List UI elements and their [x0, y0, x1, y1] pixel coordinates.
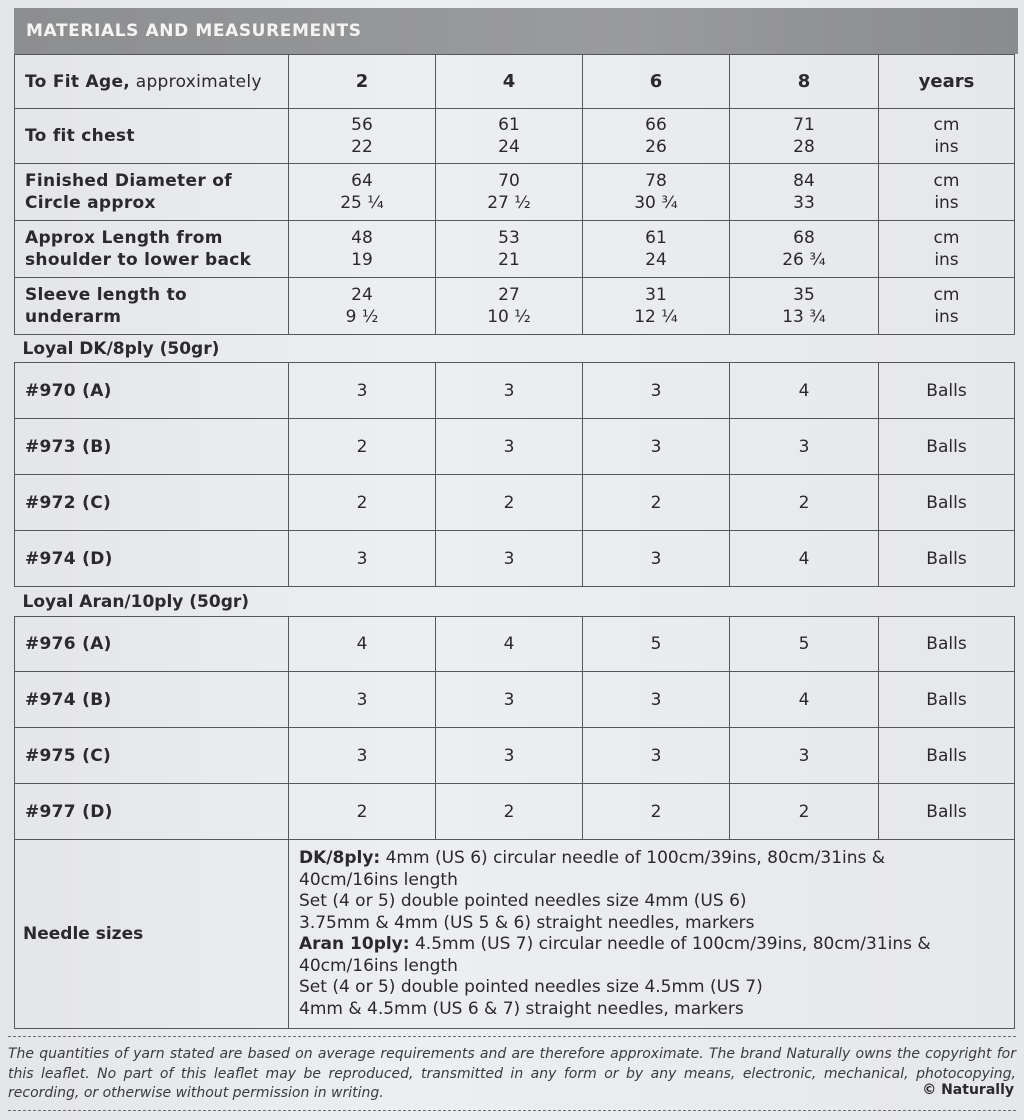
- ball-count: 3: [583, 419, 730, 475]
- dk-line-4: 3.75mm & 4mm (US 5 & 6) straight needles, markers: [299, 912, 755, 933]
- ball-count: 3: [583, 363, 730, 419]
- ball-count: 2: [436, 475, 583, 531]
- ball-count: 4: [289, 617, 436, 672]
- label-line: Approx Length from: [25, 228, 223, 248]
- label-line: underarm: [25, 307, 122, 327]
- unit-cm: cm: [933, 285, 960, 305]
- value-cm: 61: [645, 228, 667, 248]
- yarn-row: [15, 784, 1015, 840]
- measurement-cell: [436, 164, 583, 221]
- measurement-label: [15, 109, 289, 164]
- measurement-cell: [730, 278, 879, 335]
- unit-cell: [879, 221, 1015, 278]
- value-ins: 10 ½: [487, 307, 531, 327]
- dk-line-3: Set (4 or 5) double pointed needles size 4mm (US 6): [299, 891, 747, 911]
- value-cm: 24: [351, 285, 373, 305]
- value-cm: 64: [351, 171, 373, 191]
- ball-count: 4: [730, 531, 879, 587]
- dk-line-2: 40cm/16ins length: [299, 869, 458, 890]
- yarn-row: [15, 672, 1015, 728]
- dk-heading: DK/8ply:: [299, 848, 381, 868]
- value-cm: 48: [351, 228, 373, 248]
- copyright-notice: [8, 1036, 1016, 1111]
- measurement-row: [15, 109, 1015, 164]
- ball-count: 3: [583, 531, 730, 587]
- section-title: MATERIALS AND MEASUREMENTS: [26, 21, 362, 41]
- ball-count: 5: [583, 617, 730, 672]
- value-ins: 28: [793, 137, 815, 157]
- measurement-cell: [730, 164, 879, 221]
- unit-cell: [879, 278, 1015, 335]
- notice-text: The quantities of yarn stated are based on average requirements and are therefore approximate. The brand Naturally owns the copyright for this leaflet. No part of this leaflet may be reproduced, transmitted in any form or by any means, electronic, mechanical, photocopying, recording, or otherwise without permission in writing.: [8, 1046, 1016, 1101]
- measurement-label: [15, 278, 289, 335]
- dk-text: 4mm (US 6) circular needle of 100cm/39ins, 80cm/31ins &: [380, 848, 886, 868]
- unit-ins: ins: [934, 137, 959, 157]
- value-cm: 31: [645, 285, 667, 305]
- measurement-cell: [436, 109, 583, 164]
- aran-line-1: [299, 934, 1006, 956]
- yarn-section-title: Loyal Aran/10ply (50gr): [15, 587, 1015, 617]
- ball-unit: Balls: [879, 363, 1015, 419]
- yarn-row: [15, 617, 1015, 672]
- age-unit: years: [879, 55, 1015, 109]
- measurement-cell: [436, 221, 583, 278]
- ball-count: 3: [730, 419, 879, 475]
- ball-count: 2: [289, 784, 436, 840]
- aran-line-4: 4mm & 4.5mm (US 6 & 7) straight needles, markers: [299, 998, 744, 1019]
- value-cm: 56: [351, 115, 373, 135]
- ball-count: 5: [730, 617, 879, 672]
- yarn-shade-label: #976 (A): [15, 617, 289, 672]
- ball-unit: Balls: [879, 728, 1015, 784]
- ball-count: 3: [289, 363, 436, 419]
- value-cm: 71: [793, 115, 815, 135]
- ball-unit: Balls: [879, 672, 1015, 728]
- value-ins: 27 ½: [487, 193, 531, 213]
- age-row: [15, 55, 1015, 109]
- yarn-shade-label: #972 (C): [15, 475, 289, 531]
- value-cm: 84: [793, 171, 815, 191]
- yarn-section-row: [15, 587, 1015, 617]
- measurement-row: [15, 278, 1015, 335]
- value-ins: 25 ¼: [340, 193, 384, 213]
- value-ins: 24: [645, 250, 667, 270]
- ball-count: 3: [730, 728, 879, 784]
- measurement-cell: [583, 164, 730, 221]
- value-ins: 22: [351, 137, 373, 157]
- ball-count: 2: [436, 784, 583, 840]
- measurement-cell: [730, 221, 879, 278]
- measurement-label: [15, 164, 289, 221]
- ball-count: 2: [583, 475, 730, 531]
- needle-sizes-text: [289, 840, 1015, 1029]
- value-ins: 30 ¾: [634, 193, 678, 213]
- age-label-regular: approximately: [130, 71, 262, 92]
- ball-count: 3: [289, 728, 436, 784]
- ball-count: 3: [436, 728, 583, 784]
- value-ins: 26 ¾: [782, 250, 826, 270]
- ball-count: 3: [289, 531, 436, 587]
- ball-count: 3: [436, 672, 583, 728]
- aran-heading: Aran 10ply:: [299, 934, 410, 954]
- ball-count: 3: [436, 531, 583, 587]
- measurement-cell: [289, 278, 436, 335]
- ball-unit: Balls: [879, 617, 1015, 672]
- measurement-label: [15, 221, 289, 278]
- value-cm: 78: [645, 171, 667, 191]
- needle-sizes-label: Needle sizes: [15, 840, 289, 1029]
- yarn-shade-label: #974 (D): [15, 531, 289, 587]
- ball-count: 2: [289, 475, 436, 531]
- needle-row: [15, 840, 1015, 1029]
- yarn-shade-label: #977 (D): [15, 784, 289, 840]
- measurement-cell: [289, 221, 436, 278]
- yarn-row: [15, 531, 1015, 587]
- unit-cm: cm: [933, 171, 960, 191]
- value-cm: 61: [498, 115, 520, 135]
- aran-line-2: 40cm/16ins length: [299, 955, 458, 976]
- age-6: 6: [583, 55, 730, 109]
- value-ins: 13 ¾: [782, 307, 826, 327]
- ball-count: 3: [583, 728, 730, 784]
- value-cm: 35: [793, 285, 815, 305]
- ball-count: 2: [730, 784, 879, 840]
- yarn-row: [15, 475, 1015, 531]
- age-4: 4: [436, 55, 583, 109]
- ball-count: 2: [289, 419, 436, 475]
- section-header: [14, 8, 1018, 54]
- label-line: Sleeve length to: [25, 285, 188, 305]
- unit-ins: ins: [934, 193, 959, 213]
- ball-count: 3: [583, 672, 730, 728]
- value-ins: 19: [351, 250, 373, 270]
- unit-ins: ins: [934, 307, 959, 327]
- measurement-cell: [583, 278, 730, 335]
- value-ins: 33: [793, 193, 815, 213]
- measurement-cell: [436, 278, 583, 335]
- ball-count: 4: [730, 363, 879, 419]
- value-cm: 27: [498, 285, 520, 305]
- age-label: [15, 55, 289, 109]
- ball-count: 2: [730, 475, 879, 531]
- yarn-section-title: Loyal DK/8ply (50gr): [15, 335, 1015, 363]
- value-cm: 53: [498, 228, 520, 248]
- unit-cm: cm: [933, 228, 960, 248]
- yarn-shade-label: #970 (A): [15, 363, 289, 419]
- measurement-cell: [730, 109, 879, 164]
- value-ins: 24: [498, 137, 520, 157]
- ball-count: 4: [436, 617, 583, 672]
- ball-count: 3: [436, 419, 583, 475]
- ball-count: 3: [289, 672, 436, 728]
- measurement-cell: [289, 164, 436, 221]
- value-cm: 68: [793, 228, 815, 248]
- measurement-cell: [583, 221, 730, 278]
- unit-cm: cm: [933, 115, 960, 135]
- yarn-section-row: [15, 335, 1015, 363]
- aran-text: 4.5mm (US 7) circular needle of 100cm/39ins, 80cm/31ins &: [409, 934, 931, 954]
- measurement-row: [15, 164, 1015, 221]
- age-2: 2: [289, 55, 436, 109]
- label-line: Finished Diameter of: [25, 171, 232, 191]
- value-ins: 9 ½: [345, 307, 379, 327]
- value-cm: 66: [645, 115, 667, 135]
- label-line: To fit chest: [25, 126, 135, 146]
- ball-unit: Balls: [879, 784, 1015, 840]
- value-cm: 70: [498, 171, 520, 191]
- aran-line-3: Set (4 or 5) double pointed needles size 4.5mm (US 7): [299, 977, 763, 997]
- label-line: shoulder to lower back: [25, 250, 252, 270]
- yarn-row: [15, 363, 1015, 419]
- value-ins: 26: [645, 137, 667, 157]
- ball-unit: Balls: [879, 475, 1015, 531]
- yarn-shade-label: #975 (C): [15, 728, 289, 784]
- ball-count: 3: [436, 363, 583, 419]
- measurement-cell: [583, 109, 730, 164]
- dk-line-1: [299, 848, 1006, 870]
- yarn-shade-label: #973 (B): [15, 419, 289, 475]
- unit-cell: [879, 164, 1015, 221]
- materials-table: [14, 54, 1015, 1029]
- age-8: 8: [730, 55, 879, 109]
- yarn-row: [15, 419, 1015, 475]
- unit-ins: ins: [934, 250, 959, 270]
- brand-copyright: © Naturally: [922, 1082, 1014, 1098]
- unit-cell: [879, 109, 1015, 164]
- ball-count: 4: [730, 672, 879, 728]
- ball-count: 2: [583, 784, 730, 840]
- measurement-cell: [289, 109, 436, 164]
- value-ins: 21: [498, 250, 520, 270]
- ball-unit: Balls: [879, 419, 1015, 475]
- label-line: Circle approx: [25, 193, 156, 213]
- age-label-bold: To Fit Age,: [25, 71, 131, 92]
- ball-unit: Balls: [879, 531, 1015, 587]
- measurement-row: [15, 221, 1015, 278]
- yarn-row: [15, 728, 1015, 784]
- value-ins: 12 ¼: [634, 307, 678, 327]
- yarn-shade-label: #974 (B): [15, 672, 289, 728]
